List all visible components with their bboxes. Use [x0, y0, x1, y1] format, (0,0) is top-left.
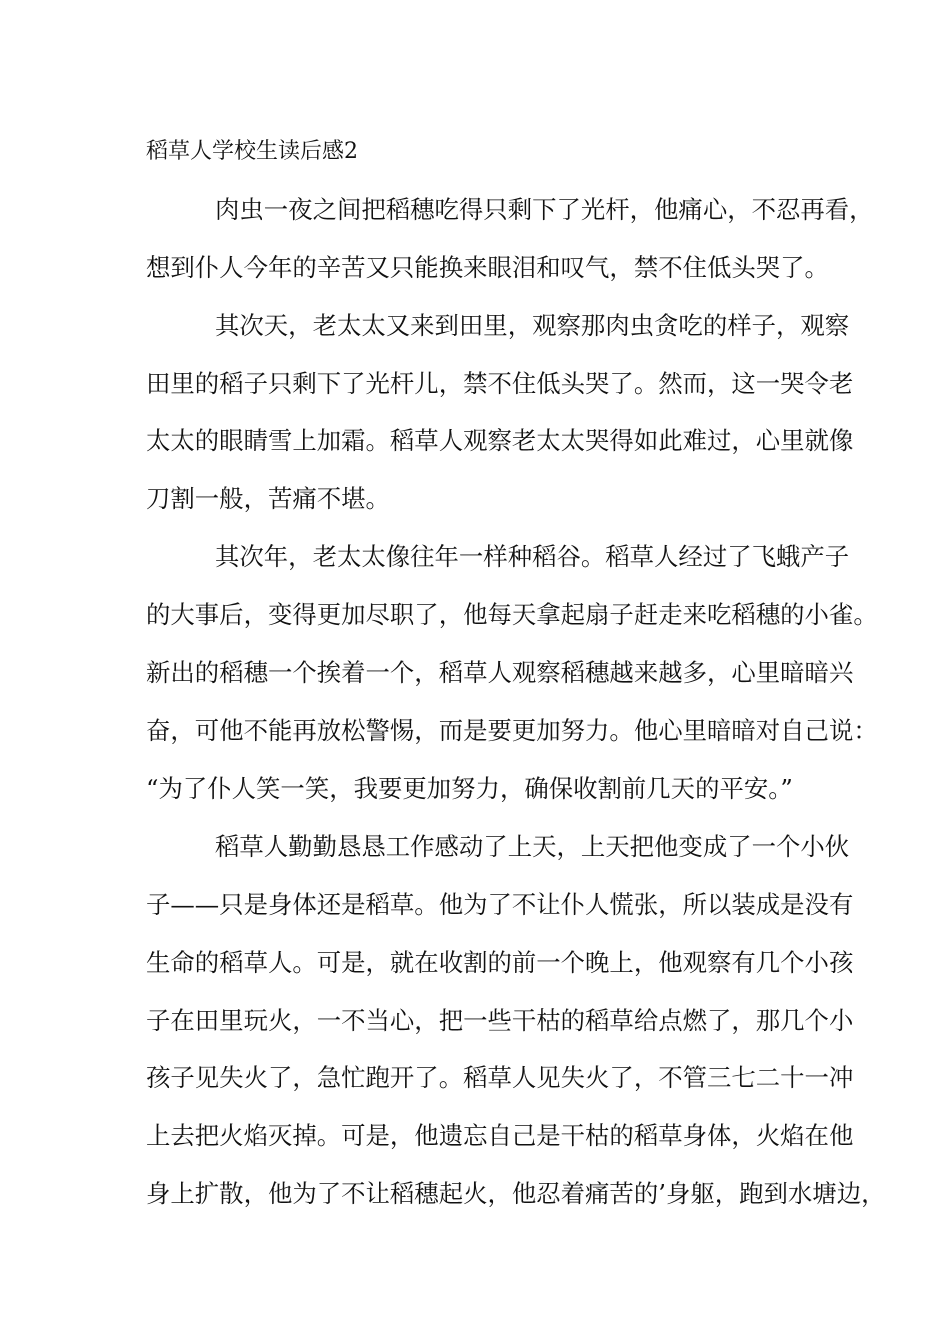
text-line: 田里的稻子只剩下了光杆儿，禁不住低头哭了。然而，这一哭令老: [146, 369, 854, 398]
text-line: 子——只是身体还是稻草。他为了不让仆人慌张，所以装成是没有: [146, 890, 854, 919]
text-line: 新出的稻穗一个挨着一个，稻草人观察稻穗越来越多，心里暗暗兴: [146, 658, 854, 687]
text-line: 肉虫一夜之间把稻穗吃得只剩下了光杆，他痛心，不忍再看，: [215, 195, 874, 224]
text-line: 上去把火焰灭掉。可是，他遗忘自己是干枯的稻草身体，火焰在他: [146, 1121, 854, 1150]
text-line: 奋，可他不能再放松警惕，而是要更加努力。他心里暗暗对自己说：: [146, 716, 878, 745]
text-line: 刀割一般，苦痛不堪。: [146, 484, 390, 513]
text-line: 身上扩散，他为了不让稻穗起火，他忍着痛苦的’身躯，跑到水塘边，: [146, 1179, 886, 1208]
text-line: 的大事后，变得更加尽职了，他每天拿起扇子赶走来吃稻穗的小雀。: [146, 600, 878, 629]
document-title: 稻草人学校生读后感2: [146, 139, 358, 164]
text-line: 稻草人勤勤恳恳工作感动了上天，上天把他变成了一个小伙: [215, 832, 850, 861]
text-line: “为了仆人笑一笑，我要更加努力，确保收割前几天的平安。”: [146, 774, 793, 803]
text-line: 其次天，老太太又来到田里，观察那肉虫贪吃的样子，观察: [215, 311, 850, 340]
text-line: 想到仆人今年的辛苦又只能换来眼泪和叹气，禁不住低头哭了。: [146, 253, 829, 282]
text-line: 其次年，老太太像往年一样种稻谷。稻草人经过了飞蛾产子: [215, 542, 850, 571]
text-line: 太太的眼睛雪上加霜。稻草人观察老太太哭得如此难过，心里就像: [146, 426, 854, 455]
text-line: 孩子见失火了，急忙跑开了。稻草人见失火了，不管三七二十一冲: [146, 1063, 854, 1092]
text-line: 生命的稻草人。可是，就在收割的前一个晚上，他观察有几个小孩: [146, 948, 854, 977]
text-line: 子在田里玩火，一不当心，把一些干枯的稻草给点燃了，那几个小: [146, 1006, 854, 1035]
